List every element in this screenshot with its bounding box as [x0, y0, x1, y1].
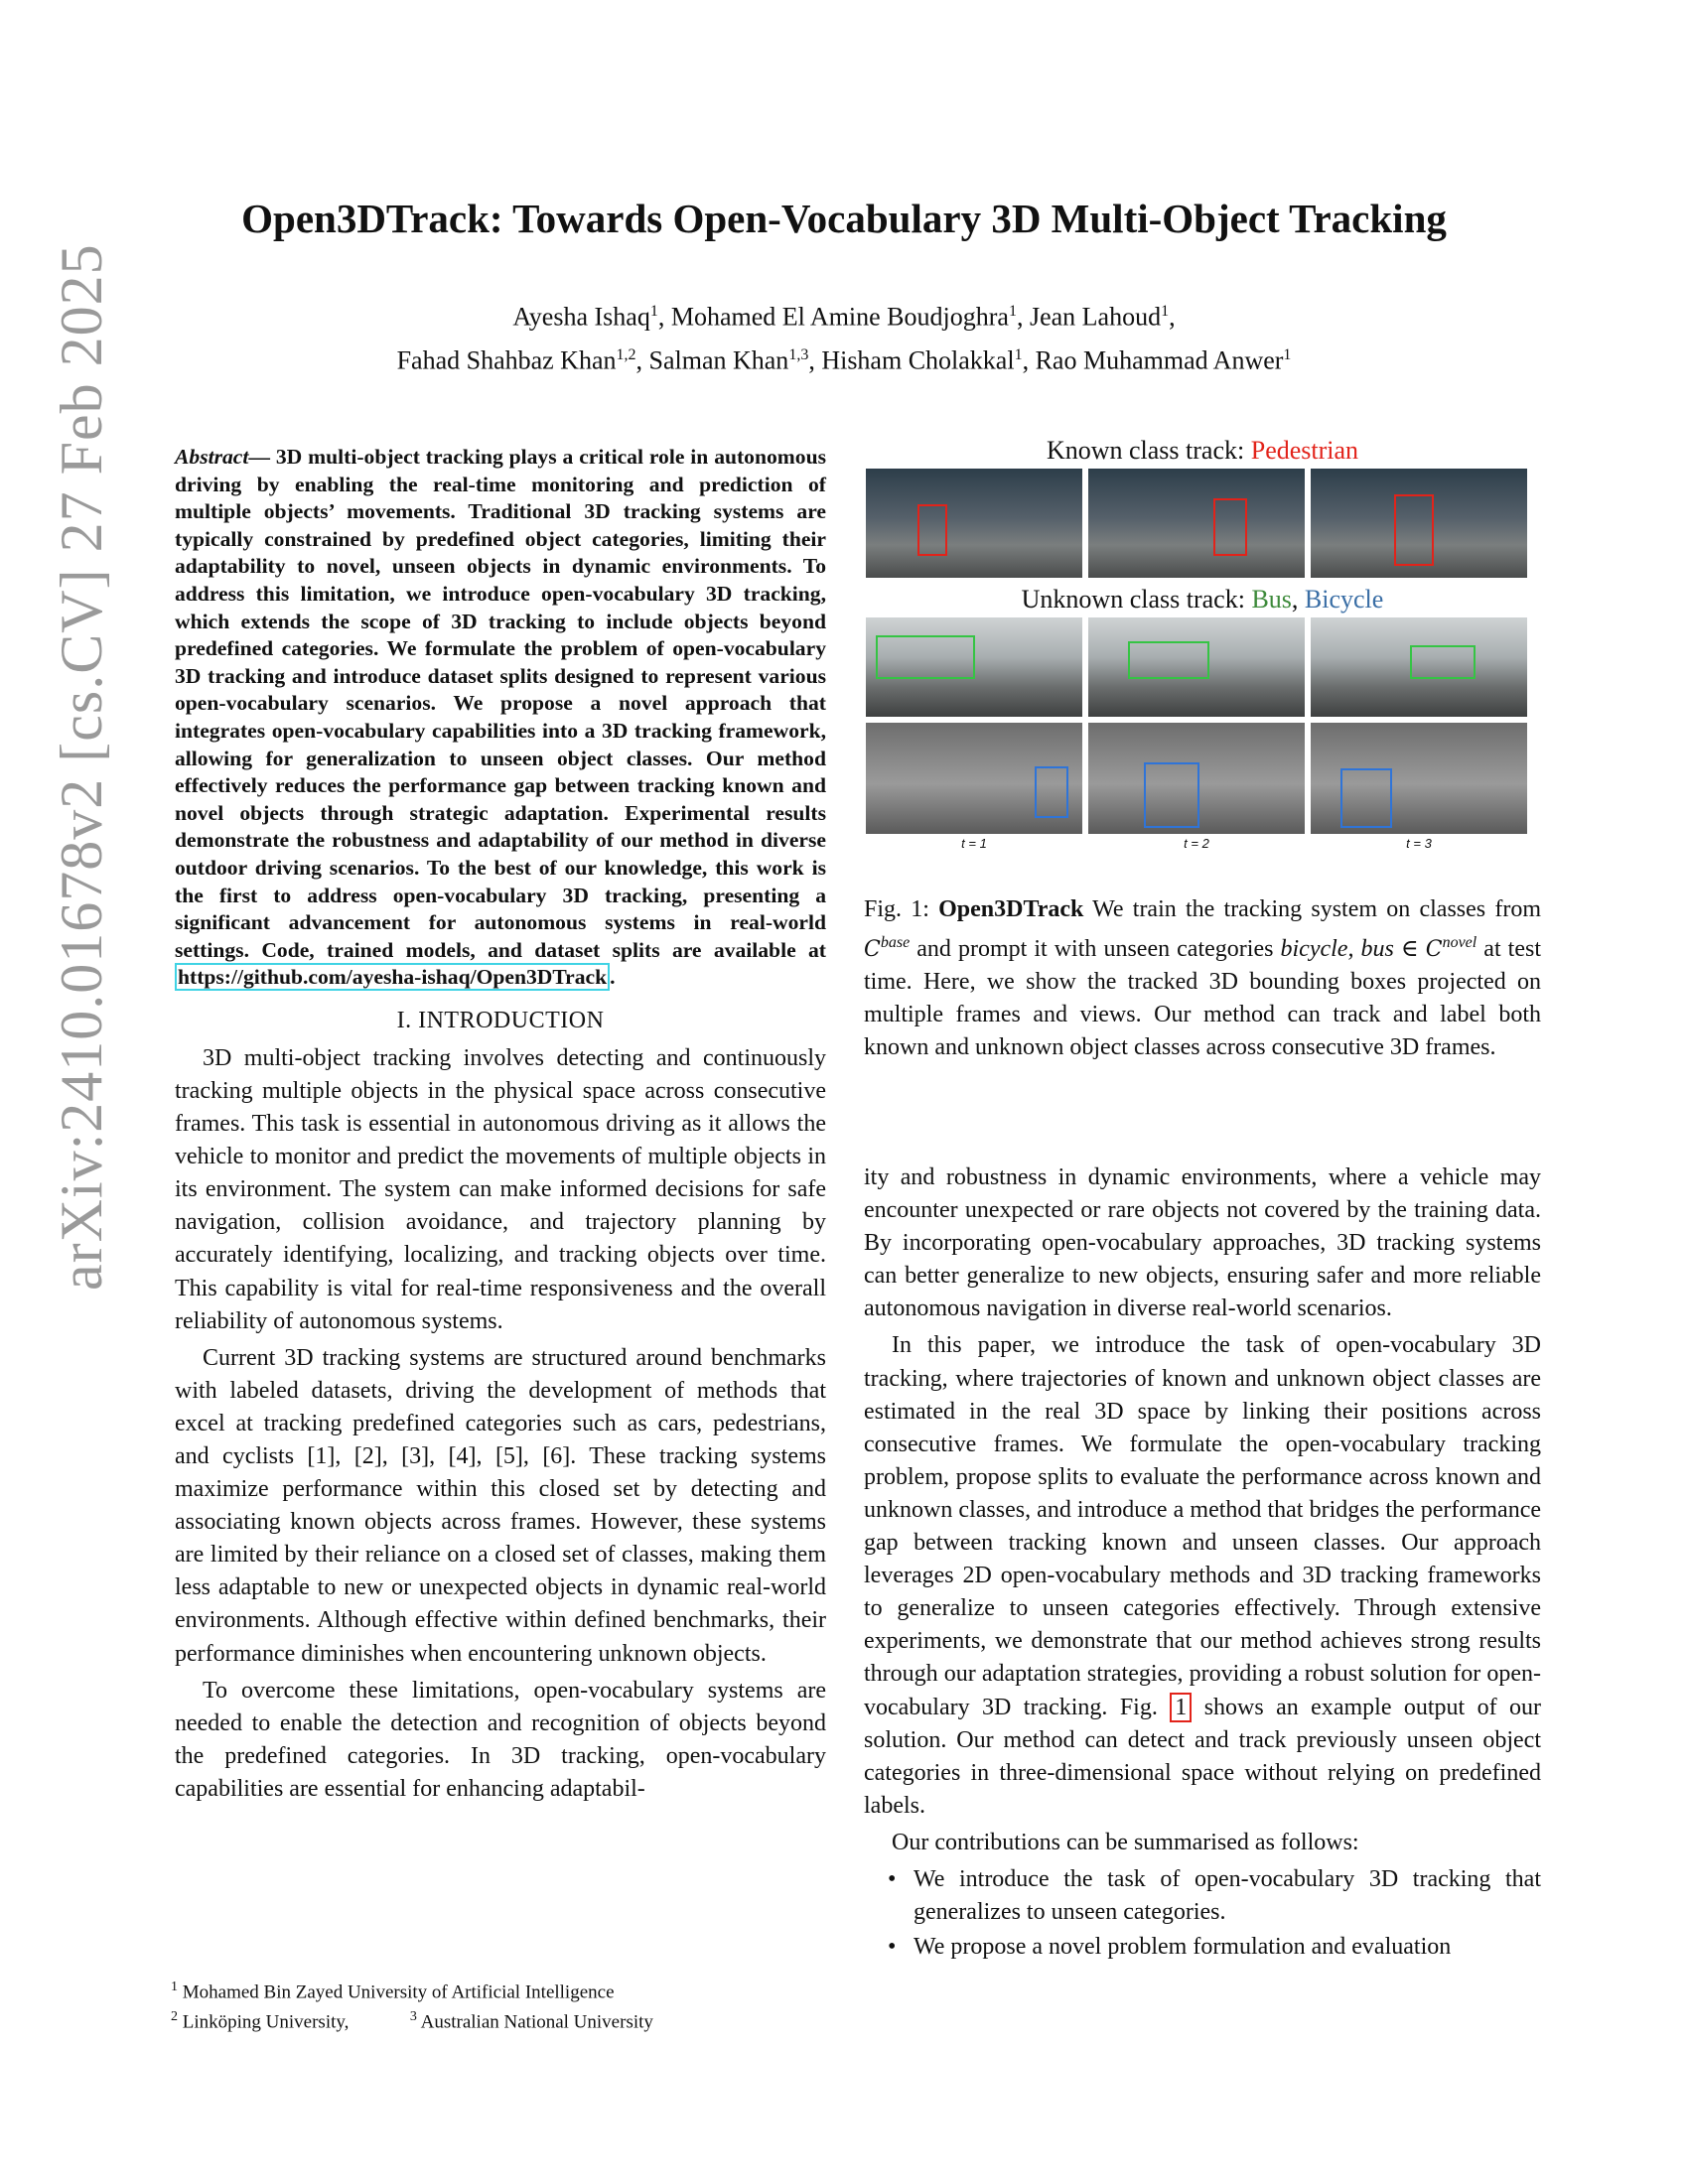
author-name: Salman Khan	[648, 345, 789, 375]
github-link[interactable]: https://github.com/ayesha-ishaq/Open3DTrack	[175, 963, 610, 991]
footnote-mark: 2	[171, 2009, 178, 2025]
affiliation-mark: 1	[1008, 303, 1017, 320]
author-line-1: Ayesha Ishaq$^1$, Mohamed El Amine Boudjoghra$^1$, Jean Lahoud$^1$,	[512, 302, 1176, 332]
abstract-lead: Abstract	[175, 445, 249, 469]
affiliation-mark: 1,2	[616, 345, 636, 363]
contributions-list	[864, 1863, 1541, 1964]
known-class-label	[864, 433, 1541, 469]
bus-bounding-box	[1410, 645, 1476, 679]
class-separator: ,	[1291, 585, 1299, 614]
intro-paragraph-3: To overcome these limitations, open-vocabulary systems are needed to enable the detection and recognition of objects beyond the predefined categories. In 3D tracking, open-vocabulary capabilities are essential for enhancing adaptabil-	[175, 1677, 826, 1802]
bicycle-frames	[866, 723, 1541, 834]
caption-italic: bicycle, bus	[1280, 936, 1394, 963]
section-heading-introduction: I. INTRODUCTION	[396, 1007, 605, 1033]
paragraph-text: In this paper, we introduce the task of open-vocabulary 3D tracking, where trajectories of known and unknown object classes are estimated in the real 3D space by linking their positions across consecutive frames. We formulate the open-vocabulary tracking problem, propose splits to evaluate the performance across known and unknown classes, and introduce a method that bridges the performance gap between tracking known and unseen classes. Our approach leverages 2D open-vocabulary methods and 3D tracking frameworks to generalize to unseen categories effectively. Through extensive experiments, we demonstrate that our method achieves strong results through our adaptation strategies, providing a robust solution for open-vocabulary 3D tracking. Fig.	[864, 1332, 1541, 1720]
caption-math-novel-sup: novel	[1442, 934, 1477, 952]
bicycle-frame-image	[1311, 723, 1527, 834]
intro-paragraph-2: Current 3D tracking systems are structured around benchmarks with labeled datasets, driving the development of methods that excel at tracking predefined categories such as cars, pedestrians, and cyclists [1], [2], [3], [4], [5], [6]. These tracking systems maximize performance within this closed set by detecting and associating known objects across frames. However, these systems are limited by their reliance on a closed set of classes, making them less adaptable to new or unexpected objects in dynamic real-world environments. Although effective within defined benchmarks, their performance diminishes when encountering unknown objects.	[175, 1344, 826, 1667]
pedestrian-frame-image	[866, 469, 1082, 578]
abstract-text: 3D multi-object tracking plays a critical role in autonomous driving by enabling the real-time monitoring and prediction of multiple objects’ movements. Traditional 3D tracking systems are typically constrained by predefined object categories, limiting their adaptability to novel, unseen objects in dynamic environments. To address this limitation, we introduce open-vocabulary 3D tracking, which extends the scope of 3D tracking to include objects beyond predefined categories. We formulate the problem of open-vocabulary 3D tracking and introduce dataset splits designed to represent various open-vocabulary scenarios. We propose a novel approach that integrates open-vocabulary capabilities into a 3D tracking framework, allowing for generalization to unseen object classes. Our method effectively reduces the performance gap between tracking known and novel objects through strategic adaptation. Experimental results demonstrate the robustness and adaptability of our method in diverse outdoor driving scenarios. To the best of our knowledge, this work is the first to address open-vocabulary 3D tracking, presenting a significant advancement for autonomous systems in real-world settings. Code, trained models, and dataset splits are available at	[175, 445, 826, 962]
author-name: Jean Lahoud	[1029, 302, 1162, 332]
affiliation-mark: 1	[1283, 345, 1292, 363]
author-name: Hisham Cholakkal	[821, 345, 1015, 375]
footnotes	[171, 1975, 846, 2035]
caption-text: and prompt it with unseen categories	[916, 936, 1274, 963]
figure-1-caption	[864, 893, 1541, 1064]
bicycle-frame-image	[1088, 723, 1305, 834]
arxiv-identifier: arXiv:2410.01678v2 [cs.CV] 27 Feb 2025	[49, 243, 114, 1291]
affiliation-mark: 1	[649, 303, 658, 320]
right-paragraph-2	[864, 1329, 1541, 1822]
caption-math-base-sup: base	[880, 934, 911, 952]
footnote-2-3	[171, 2004, 846, 2034]
caption-prefix: Fig. 1:	[864, 896, 929, 922]
pedestrian-frame-image	[1311, 469, 1527, 578]
author-name: Rao Muhammad Anwer	[1035, 345, 1284, 375]
author-list	[0, 293, 1688, 379]
figure-1	[864, 433, 1541, 854]
author-line-2: Fahad Shahbaz Khan$^{1,2}$, Salman Khan$^{1,3}$, Hisham Cholakkal$^1$, Rao Muhammad Anwer$^1$	[396, 345, 1292, 375]
pedestrian-frame-image	[1088, 469, 1305, 578]
time-label: t = 2	[1184, 836, 1209, 851]
footnote-text: Australian National University	[420, 2011, 653, 2033]
known-class-name: Pedestrian	[1250, 436, 1359, 465]
affiliation-mark: 1	[1161, 303, 1170, 320]
author-name: Mohamed El Amine Boudjoghra	[670, 302, 1009, 332]
bus-bounding-box	[876, 635, 975, 679]
figure-reference-link[interactable]: 1	[1170, 1693, 1192, 1722]
bus-class-name: Bus	[1251, 585, 1292, 614]
bus-frame-image	[1311, 617, 1527, 717]
bullet-icon: •	[888, 1865, 897, 1892]
unknown-class-label	[864, 582, 1541, 617]
bullet-icon: •	[888, 1934, 897, 1961]
pedestrian-bounding-box	[1213, 498, 1247, 556]
bicycle-bounding-box	[1144, 762, 1199, 828]
paper-title: Open3DTrack: Towards Open-Vocabulary 3D Multi-Object Tracking	[241, 196, 1447, 241]
known-label-text: Known class track:	[1046, 436, 1245, 465]
bus-frame-image	[1088, 617, 1305, 717]
list-item	[864, 1863, 1541, 1929]
footnote-1	[171, 1975, 846, 2004]
right-paragraph-1: ity and robustness in dynamic environments, where a vehicle may encounter unexpected or rare objects not covered by the training data. By incorporating open-vocabulary approaches, 3D tracking systems can better generalize to new objects, ensuring safer and more reliable autonomous navigation in diverse real-world scenarios.	[864, 1164, 1541, 1322]
time-label: t = 1	[961, 836, 987, 851]
unknown-label-text: Unknown class track:	[1021, 585, 1245, 614]
bicycle-class-name: Bicycle	[1304, 585, 1384, 614]
footnote-mark: 1	[171, 1979, 178, 1994]
footnote-text: Linköping University,	[182, 2011, 350, 2033]
list-item-text: We propose a novel problem formulation and evaluation	[914, 1934, 1452, 1961]
affiliation-mark: 1	[1014, 345, 1023, 363]
time-labels	[866, 834, 1541, 854]
bus-frame-image	[866, 617, 1082, 717]
list-item	[864, 1931, 1541, 1964]
bicycle-bounding-box	[1340, 768, 1392, 828]
abstract-end: .	[610, 965, 616, 990]
right-column	[864, 1161, 1541, 1966]
list-item-text: We introduce the task of open-vocabulary 3D tracking that generalizes to unseen categories.	[914, 1865, 1541, 1926]
abstract: Abstract— 3D multi-object tracking plays a critical role in autonomous driving by enabling the real-time monitoring and prediction of multiple objects’ movements. Traditional 3D tracking systems are typically constrained by predefined object categories, limiting their adaptability to novel, unseen objects in dynamic environments. To address this limitation, we introduce open-vocabulary 3D tracking, which extends the scope of 3D tracking to include objects beyond predefined categories. We formulate the problem of open-vocabulary 3D tracking and introduce dataset splits designed to represent various open-vocabulary scenarios. We propose a novel approach that integrates open-vocabulary capabilities into a 3D tracking framework, allowing for generalization to unseen object classes. Our method effectively reduces the performance gap between tracking known and novel objects through strategic adaptation. Experimental results demonstrate the robustness and adaptability of our method in diverse outdoor driving scenarios. To the best of our knowledge, this work is the first to address open-vocabulary 3D tracking, presenting a significant advancement for autonomous systems in real-world settings. Code, trained models, and dataset splits are available at https://github.com/ayesha-ishaq/Open3DTrack .	[175, 445, 826, 990]
bicycle-frame-image	[866, 723, 1082, 834]
author-name: Fahad Shahbaz Khan	[396, 345, 617, 375]
caption-text: We train the tracking system on classes from	[1092, 896, 1542, 922]
caption-text: at test time. Here, we show the tracked 3D bounding boxes projected on multiple frames and views. Our method can track and label both known and unknown object classes across consecutive 3D frames.	[864, 936, 1542, 1061]
caption-bold: Open3DTrack	[938, 896, 1084, 922]
caption-math-base: C	[864, 937, 881, 963]
time-label: t = 3	[1406, 836, 1432, 851]
footnote-text: Mohamed Bin Zayed University of Artificial Intelligence	[182, 1981, 615, 2003]
caption-math-in: ∈	[1400, 936, 1419, 963]
intro-paragraph-1: 3D multi-object tracking involves detecting and continuously tracking multiple objects in the physical space across consecutive frames. This task is essential in autonomous driving as it allows the vehicle to monitor and predict the movements of multiple objects in its environment. The system can make informed decisions for safe navigation, collision avoidance, and trajectory planning by accurately identifying, localizing, and tracking objects over time. This capability is vital for real-time responsiveness and the overall reliability of autonomous systems.	[175, 1044, 826, 1334]
footnote-mark: 3	[409, 2009, 417, 2025]
pedestrian-bounding-box	[917, 504, 947, 556]
bus-frames	[866, 617, 1541, 717]
bus-bounding-box	[1128, 641, 1209, 679]
left-column	[175, 444, 826, 1810]
author-name: Ayesha Ishaq	[512, 302, 650, 332]
pedestrian-frames	[866, 469, 1541, 578]
pedestrian-bounding-box	[1394, 494, 1434, 566]
affiliation-mark: 1,3	[788, 345, 809, 363]
bicycle-bounding-box	[1035, 766, 1068, 818]
paragraph-text: shows an example output of our solution. Our method can detect and track previously unseen object categories in three-dimensional space without relying on predefined labels.	[864, 1694, 1542, 1819]
right-paragraph-3: Our contributions can be summarised as follows:	[892, 1829, 1359, 1855]
caption-math-novel: C	[1425, 937, 1443, 963]
